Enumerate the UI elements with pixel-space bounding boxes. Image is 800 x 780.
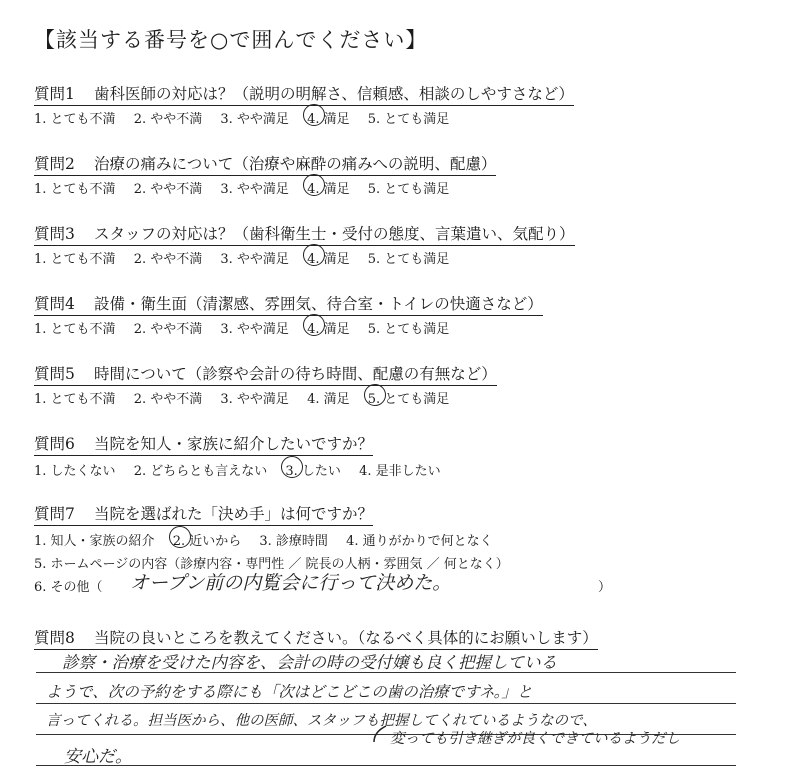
option-2[interactable]: 2. やや不満 bbox=[133, 182, 203, 197]
question-4 bbox=[34, 292, 543, 314]
selection-circle bbox=[303, 104, 325, 126]
question-number: 質問2 bbox=[34, 155, 75, 173]
question-8 bbox=[34, 626, 598, 648]
question-number: 質問1 bbox=[34, 85, 75, 103]
option-4-selected[interactable]: 4. 満足 bbox=[307, 108, 350, 127]
underline bbox=[34, 525, 373, 527]
underline bbox=[34, 105, 574, 107]
options-q6 bbox=[34, 460, 455, 479]
option-1[interactable]: 1. とても不満 bbox=[34, 392, 116, 407]
option-5-selected[interactable]: 5. とても満足 bbox=[368, 388, 450, 407]
option-5[interactable]: 5. とても満足 bbox=[367, 112, 450, 127]
option-5[interactable]: 5. とても満足 bbox=[367, 252, 450, 267]
options-q5 bbox=[34, 388, 463, 407]
option-3[interactable]: 3. やや満足 bbox=[220, 182, 289, 197]
underline bbox=[34, 455, 373, 457]
option-4-selected[interactable]: 4. 満足 bbox=[307, 178, 350, 197]
answer-line bbox=[36, 703, 736, 704]
option-3[interactable]: 3. やや満足 bbox=[220, 252, 289, 267]
selection-circle bbox=[303, 174, 325, 196]
option-2[interactable]: 2. やや不満 bbox=[133, 252, 203, 267]
option-1[interactable]: 1. とても不満 bbox=[34, 112, 116, 127]
options-q2 bbox=[34, 178, 463, 197]
option-2[interactable]: 2. やや不満 bbox=[133, 392, 203, 407]
option-2-selected[interactable]: 2. 近いから bbox=[173, 530, 242, 549]
option-6-close: ） bbox=[598, 580, 612, 595]
option-3[interactable]: 3. やや満足 bbox=[220, 322, 289, 337]
option-5[interactable]: 5. とても満足 bbox=[367, 182, 450, 197]
question-6 bbox=[34, 432, 373, 454]
option-3[interactable]: 3. やや満足 bbox=[220, 392, 289, 407]
option-3[interactable]: 3. 診療時間 bbox=[259, 534, 328, 549]
form-header: 【該当する番号を○で囲んでください】 bbox=[34, 28, 428, 52]
options-q7-line1 bbox=[34, 530, 507, 549]
question-number: 質問4 bbox=[34, 295, 75, 313]
question-text: 時間について（診察や会計の待ち時間、配慮の有無など） bbox=[94, 365, 497, 383]
option-1[interactable]: 1. 知人・家族の紹介 bbox=[34, 534, 155, 549]
underline bbox=[34, 385, 497, 387]
selection-circle bbox=[303, 244, 325, 266]
question-text: 当院を選ばれた「決め手」は何ですか？ bbox=[94, 505, 374, 523]
question-5 bbox=[34, 362, 497, 384]
option-4-selected[interactable]: 4. 満足 bbox=[307, 248, 350, 267]
option-4[interactable]: 4. 是非したい bbox=[359, 464, 441, 479]
options-q4 bbox=[34, 318, 463, 337]
option-2[interactable]: 2. やや不満 bbox=[133, 322, 203, 337]
handwritten-comment-line-3: 言ってくれる。担当医から、他の医師、スタッフも把握してくれているようなので、 bbox=[46, 713, 597, 729]
option-3-selected[interactable]: 3. したい bbox=[285, 460, 341, 479]
handwritten-comment-line-4: 安心だ。 bbox=[64, 747, 132, 767]
question-text: 設備・衛生面（清潔感、雰囲気、待合室・トイレの快適さなど） bbox=[94, 295, 543, 313]
option-2[interactable]: 2. やや不満 bbox=[133, 112, 203, 127]
question-number: 質問7 bbox=[34, 505, 75, 523]
question-7 bbox=[34, 502, 373, 524]
underline bbox=[34, 245, 575, 247]
question-2 bbox=[34, 152, 496, 174]
option-4[interactable]: 4. 通りがかりで何となく bbox=[346, 534, 493, 549]
question-text: 治療の痛みについて（治療や麻酔の痛みへの説明、配慮） bbox=[94, 155, 497, 173]
option-1[interactable]: 1. とても不満 bbox=[34, 182, 116, 197]
selection-circle bbox=[364, 384, 386, 406]
underline bbox=[34, 175, 496, 177]
option-6-label[interactable]: 6. その他（ bbox=[34, 580, 103, 595]
question-text: 歯科医師の対応は？（説明の明解さ、信頼感、相談のしやすさなど） bbox=[94, 85, 574, 103]
option-5[interactable]: 5. とても満足 bbox=[367, 322, 450, 337]
selection-circle bbox=[303, 314, 325, 336]
option-1[interactable]: 1. とても不満 bbox=[34, 252, 116, 267]
handwritten-other-answer: オープン前の内覧会に行って決めた。 bbox=[130, 572, 452, 594]
answer-line bbox=[36, 765, 736, 766]
option-1[interactable]: 1. とても不満 bbox=[34, 322, 116, 337]
handwritten-comment-line-2: ようで、次の予約をする際にも「次はどこどこの歯の治療ですネ。」と bbox=[46, 683, 533, 701]
option-1[interactable]: 1. したくない bbox=[34, 464, 116, 479]
question-number: 質問3 bbox=[34, 225, 75, 243]
question-number: 質問5 bbox=[34, 365, 75, 383]
handwritten-comment-insert: 変っても引き継ぎが良くできているようだし bbox=[390, 731, 680, 747]
question-3 bbox=[34, 222, 575, 244]
options-q1 bbox=[34, 108, 463, 127]
insert-arrow-icon bbox=[370, 724, 390, 744]
option-4[interactable]: 4. 満足 bbox=[307, 392, 350, 407]
option-5[interactable]: 5. ホームページの内容（診療内容・専門性 ／ 院長の人柄・雰囲気 ／ 何となく） bbox=[34, 557, 509, 572]
selection-circle bbox=[169, 526, 191, 548]
option-4-selected[interactable]: 4. 満足 bbox=[307, 318, 350, 337]
options-q3 bbox=[34, 248, 463, 267]
question-1 bbox=[34, 82, 574, 104]
handwritten-comment-line-1: 診察・治療を受けた内容を、会計の時の受付嬢も良く把握している bbox=[62, 653, 557, 672]
underline bbox=[34, 315, 543, 317]
question-text: 当院を知人・家族に紹介したいですか？ bbox=[94, 435, 374, 453]
options-q7-line3 bbox=[34, 576, 103, 595]
option-2[interactable]: 2. どちらとも言えない bbox=[133, 464, 268, 479]
question-number: 質問6 bbox=[34, 435, 75, 453]
question-text: 当院の良いところを教えてください。（なるべく具体的にお願いします） bbox=[94, 629, 598, 647]
question-number: 質問8 bbox=[34, 629, 75, 647]
question-text: スタッフの対応は？（歯科衛生士・受付の態度、言葉遣い、気配り） bbox=[94, 225, 575, 243]
option-3[interactable]: 3. やや満足 bbox=[220, 112, 289, 127]
